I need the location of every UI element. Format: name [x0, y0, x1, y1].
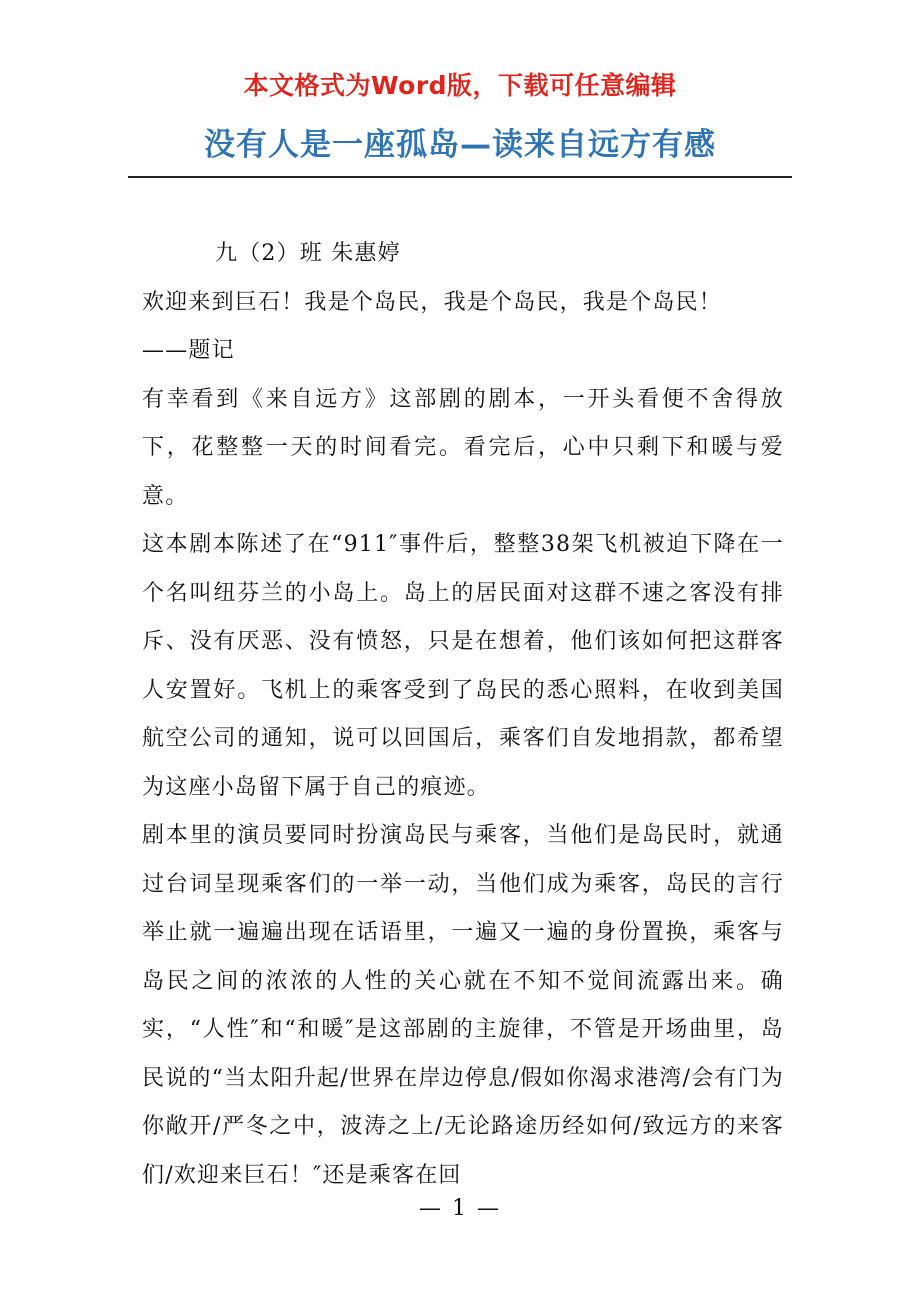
header-divider [128, 176, 792, 178]
paragraph: 剧本里的演员要同时扮演岛民与乘客，当他们是岛民时，就通过台词呈现乘客们的一举一动，当他们成为乘客，岛民的言行举止就一遍遍出现在话语里，一遍又一遍的身份置换，乘客与岛民之间的浓浓的人性的关心就在不知不觉间流露出来。确实，“人性″和“和暖″是这部剧的主旋律，不管是开场曲里，岛民说的“当太阳升起/世界在岸边停息/假如你渴求港湾/会有门为你敞开/严冬之中，波涛之上/无论路途历经如何/致远方的来客们/欢迎来巨石！″还是乘客在回 [142, 823, 784, 1188]
author-line: 九（2）班 朱惠婷 [215, 241, 401, 266]
paragraph: 有幸看到《来自远方》这部剧的剧本，一开头看便不舍得放下，花整整一天的时间看完。看完后，心中只剩下和暖与爱意。 [142, 386, 784, 509]
document-body [142, 230, 784, 1200]
format-notice: 本文格式为Word版，下载可任意编辑 [243, 71, 677, 100]
epigraph: 欢迎来到巨石！我是个岛民，我是个岛民，我是个岛民！ [142, 289, 723, 315]
epigraph-tag: ——题记 [142, 338, 235, 363]
document-title: 没有人是一座孤岛—读来自远方有感 [204, 127, 716, 163]
paragraph: 这本剧本陈述了在“911″事件后，整整38架飞机被迫下降在一个名叫纽芬兰的小岛上。岛上的居民面对这群不速之客没有排斥、没有厌恶、没有愤怒，只是在想着，他们该如何把这群客人安置好。飞机上的乘客受到了岛民的悉心照料，在收到美国航空公司的通知，说可以回国后，乘客们自发地捐款，都希望为这座小岛留下属于自己的痕迹。 [142, 532, 784, 800]
page-number: — 1 — [419, 1196, 501, 1221]
